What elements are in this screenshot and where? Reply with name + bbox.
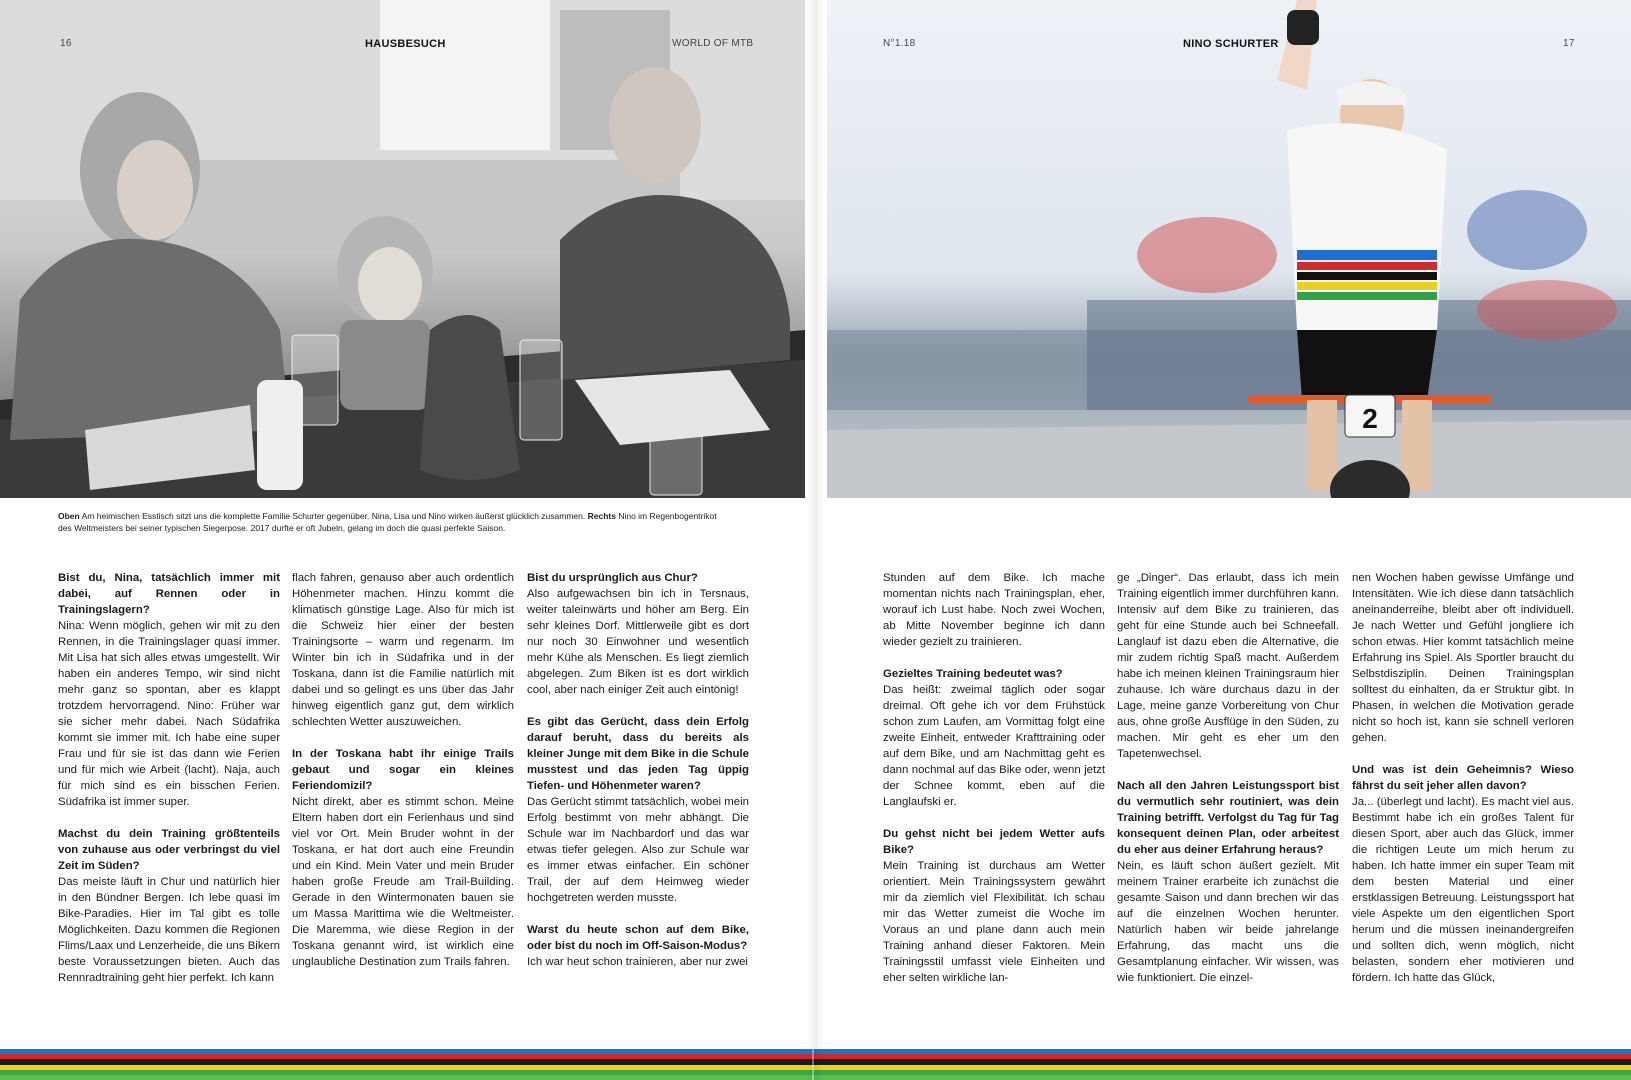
rider-photo-illustration <box>827 0 1631 498</box>
interview-answer: Stunden auf dem Bike. Ich mache momentan nichts nach Trainingsplan, eher, worauf ich Lust habe. Noch zwei Wochen, ab Mitte November beginne ich dann wieder gezielt zu trainieren. <box>883 572 1105 648</box>
photo-caption <box>58 510 718 534</box>
interview-answer: flach fahren, genauso aber auch ordentlich Höhenmeter machen. Hinzu kommt die klimatisch günstige Lage. Also für mich ist die Schweiz hier einer der besten Trainingsorte – warm und regenarm. Im Winter bin ich in Südafrika und in der Toskana, dann ist die Familie natürlich mit dabei und so gelingt es uns über das Jahr hinweg eigentlich ganz gut, dem wirklich schlechten Wetter auszuweichen. <box>292 572 514 728</box>
family-photo-illustration <box>0 0 805 498</box>
interview-question: Du gehst nicht bei jedem Wetter aufs Bike? <box>883 828 1105 856</box>
qa-block <box>527 922 749 970</box>
qa-block <box>883 826 1105 986</box>
magazine-title: WORLD OF MTB <box>672 38 754 49</box>
qa-block <box>1117 778 1339 986</box>
rainbow-stripes <box>0 1049 1631 1080</box>
text-column-4 <box>883 570 1105 1002</box>
interview-question: Es gibt das Gerücht, dass dein Erfolg darauf beruht, dass du bereits als kleiner Junge mit dem Bike in die Schule musstest und das jeden Tag üppig Tiefen- und Höhenmeter waren? <box>527 716 749 792</box>
interview-answer: Das meiste läuft in Chur und natürlich hier in den Bündner Bergen. Ich lebe quasi im Bike-Paradies. Hier im Tal gibt es tolle Möglichkeiten. Dazu kommen die Regionen Flims/Laax und Lenzerheide, die uns Bikern beste Voraussetzungen bieten. Auch das Rennradtraining geht hier perfekt. Ich kann <box>58 876 280 984</box>
stripe-green-light <box>0 1075 1631 1080</box>
interview-answer: Das heißt: zweimal täglich oder sogar dreimal. Oft gehe ich vor dem Frühstück schon zum Laufen, am Vormittag folgt eine zweite Einheit, entweder Krafttraining oder auf dem Bike, und am Nachmittag geht es dann nochmal auf das Bike oder, wenn jetzt der Schnee kommt, eben auf die Langlaufski er. <box>883 684 1105 808</box>
interview-answer: Mein Training ist durchaus am Wetter orientiert. Mein Trainingssystem gewährt mir da ziemlich viel Flexibilität. Ich schau mir das Wetter zumeist die Woche im Voraus an und plane dann auch mein Training anhand dieser Faktoren. Mein Trainingsstil umfasst viele Einheiten und eher selten wirkliche lan- <box>883 860 1105 984</box>
interview-question: Bist du ursprünglich aus Chur? <box>527 572 698 584</box>
text-column-6 <box>1352 570 1574 1002</box>
page-number-right: 17 <box>1563 38 1575 49</box>
text-column-1 <box>58 570 280 1002</box>
page-number-left: 16 <box>60 38 72 49</box>
qa-block <box>292 570 514 730</box>
issue-number: N°1.18 <box>883 38 916 49</box>
interview-question: Gezieltes Training bedeutet was? <box>883 668 1063 680</box>
stripe-seam <box>812 1049 814 1080</box>
qa-block <box>883 570 1105 650</box>
qa-block <box>883 666 1105 810</box>
interview-answer: Ja... (überlegt und lacht). Es macht viel aus. Bestimmt habe ich ein großes Talent für diesen Sport, aber auch das Glück, immer die richtigen Leute um mich herum zu haben. Ich hatte immer ein super Team mit dem besten Material und einer erstklassigen Betreuung. Leistungssport hat viele Aspekte um den eigentlichen Sport herum und die müssen ineinandergreifen und sollten dich, wenn möglich, nicht belasten, sondern eher motivieren und fördern. Ich hatte das Glück, <box>1352 796 1574 984</box>
interview-answer: Ich war heut schon trainieren, aber nur zwei <box>527 956 748 968</box>
interview-answer: Das Gerücht stimmt tatsächlich, wobei mein Erfolg bestimmt von mehr abhängt. Die Schule war im Nachbardorf und das war etwas tiefer gelegen. Also zur Schule war es immer etwas einfacher. Ein schöner Trail, der auf dem Heimweg wieder hochgetreten werden musste. <box>527 796 749 904</box>
interview-answer: Also aufgewachsen bin ich in Tersnaus, weiter taleinwärts und höher am Berg. Ein sehr kleines Dorf. Mittlerweile gibt es dort nur noch 30 Einwohner und wesentlich mehr Kühe als Menschen. Es liegt ziemlich abgelegen. Zum Biken ist es dort wirklich cool, aber nach einiger Zeit auch eintönig! <box>527 588 749 696</box>
text-column-2 <box>292 570 514 986</box>
qa-block <box>58 570 280 810</box>
interview-question: Machst du dein Training größtenteils von zuhause aus oder verbringst du viel Zeit im Süden? <box>58 828 280 872</box>
interview-question: Und was ist dein Geheimnis? Wieso fährst du seit jeher allen davon? <box>1352 764 1574 792</box>
interview-answer: nen Wochen haben gewisse Umfänge und Intensitäten. Wie ich diese dann tatsächlich aneinanderreihe, bleibt aber oft individuell. Je nach Wetter und Gefühl jongliere ich schon etwas. Hier kommt tatsächlich meine Erfahrung ins Spiel. Als Sportler braucht du Selbstdisziplin. Deinen Trainingsplan solltest du einhalten, da er Struktur gibt. In Phasen, in welchen die Motivation gerade nicht so hoch ist, kann sie schnell verloren gehen. <box>1352 572 1574 744</box>
interview-answer: ge „Dinger“. Das erlaubt, dass ich mein Training eigentlich immer durchführen kann. Intensiv auf dem Bike zu trainieren, das geht für eine Stunde auch bei Schneefall. Langlauf ist dazu eben die Alternative, die mir zudem richtig Spaß macht. Außerdem habe ich meinen kleinen Trainingsraum hier zuhause. Ich wäre durchaus dazu in der Lage, meine ganze Vorbereitung von Chur aus, ohne große Ausflüge in den Süden, zu machen. Mir geht es eher um den Tapetenwechsel. <box>1117 572 1339 760</box>
interview-answer: Nicht direkt, aber es stimmt schon. Meine Eltern haben dort ein Ferienhaus und sind viel vor Ort. Mein Bruder wohnt in der Toskana, er hat dort auch eine Freundin und ein Kind. Mein Vater und mein Bruder haben große Freude am Trail-Building. Gerade in den Wintermonaten bauen sie um Massa Marittima wie die Weltmeister. Die Maremma, wie diese Region in der Toskana genannt wird, ist wirklich eine unglaubliche Destination zum Trails fahren. <box>292 796 514 968</box>
page-gutter <box>806 0 826 1080</box>
text-column-3 <box>527 570 749 986</box>
caption-label-right: Rechts <box>587 511 616 521</box>
section-title-right: NINO SCHURTER <box>1183 38 1279 50</box>
race-bib-number: 2 <box>1362 403 1378 434</box>
caption-text-right: Nino im Regenbogentrikot des Weltmeisters bei seiner typischen Siegerpose. 2017 durfte er oft Jubeln, gelang im doch die quasi perfekte Saison. <box>58 511 717 533</box>
qa-block <box>58 826 280 986</box>
qa-block <box>1352 570 1574 746</box>
interview-answer: Nein, es läuft schon äußert gezielt. Mit meinem Trainer erarbeite ich zunächst die gesamte Saison und dann brechen wir das auf die einzelnen Wochen herunter. Natürlich haben wir beide jahrelange Erfahrung, das macht uns die Gesamtplanung einfacher. Wir wissen, was wie funktioniert. Die einzel- <box>1117 860 1339 984</box>
interview-question: In der Toskana habt ihr einige Trails gebaut und sogar ein kleines Feriendomizil? <box>292 748 514 792</box>
family-table-photo <box>0 0 805 498</box>
qa-block <box>527 714 749 906</box>
interview-answer: Nina: Wenn möglich, gehen wir mit zu den Rennen, in die Trainingslager quasi immer. Mit Lisa hat sich alles etwas umgestellt. Wir haben ein anderes Tempo, wir sind nicht mehr ganz so spontan, aber es klappt trotzdem hervorragend. Nino: Früher war sie sicher mehr dabei. Nach Südafrika kommt sie immer mit. Ich habe eine super Frau und für sie ist das dann wie Ferien und für mich wie Arbeit (lacht). Naja, auch für mich sind es ein bisschen Ferien. Südafrika ist immer super. <box>58 620 280 808</box>
caption-label-top: Oben <box>58 511 80 521</box>
interview-question: Nach all den Jahren Leistungssport bist du vermutlich sehr routiniert, was dein Training betrifft. Verfolgst du Tag für Tag konsequent deinen Plan, oder arbeitest du eher aus deiner Erfahrung heraus? <box>1117 780 1339 856</box>
text-column-5 <box>1117 570 1339 1002</box>
qa-block <box>1352 762 1574 986</box>
section-title-left: HAUSBESUCH <box>365 38 446 50</box>
qa-block <box>527 570 749 698</box>
rider-celebration-photo <box>827 0 1631 498</box>
qa-block <box>1117 570 1339 762</box>
interview-question: Warst du heute schon auf dem Bike, oder bist du noch im Off-Saison-Modus? <box>527 924 749 952</box>
qa-block <box>292 746 514 970</box>
interview-question: Bist du, Nina, tatsächlich immer mit dabei, auf Rennen oder in Trainingslagern? <box>58 572 280 616</box>
caption-text-top: Am heimischen Esstisch sitzt uns die komplette Familie Schurter gegenüber. Nina, Lisa und Nino wirken äußerst glücklich zusammen. <box>79 511 588 521</box>
